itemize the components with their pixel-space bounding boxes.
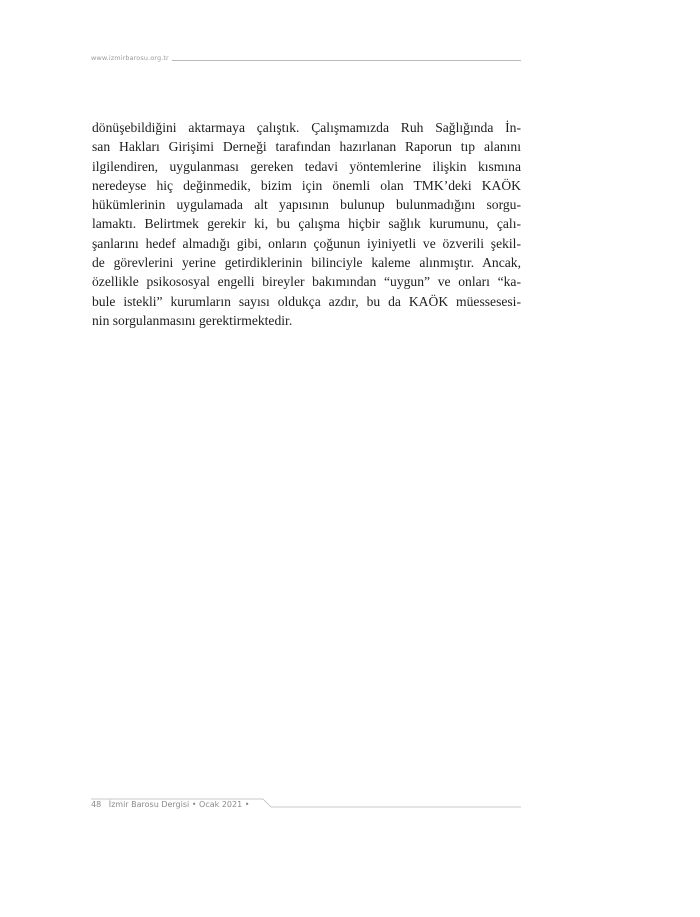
header-url: www.izmirbarosu.org.tr <box>91 54 172 62</box>
paragraph-line: neredeyse hiç değinmedik, bizim için önemli olan TMK’deki KAÖK <box>92 177 521 193</box>
page-header <box>91 54 521 66</box>
footer-text <box>91 800 249 809</box>
paragraph-line: lamaktı. Belirtmek gerekir ki, bu çalışma hiçbir sağlık kurumunu, çalı- <box>92 216 521 232</box>
paragraph-line: hükümlerinin uygulamada alt yapısının bulunup bulunmadığını sorgu- <box>92 197 521 213</box>
footer-page-number: 48 <box>91 800 102 809</box>
body-paragraph <box>92 118 521 330</box>
paragraph-line: şanlarını hedef almadığı gibi, onların çoğunun iyiniyetli ve özverili şekil- <box>92 235 521 251</box>
footer-journal-title: İzmir Barosu Dergisi • Ocak 2021 • <box>108 800 250 809</box>
paragraph-line: bule istekli” kurumların sayısı oldukça azdır, bu da KAÖK müessesesi- <box>92 293 521 309</box>
page-footer <box>91 798 521 812</box>
paragraph-line: nin sorgulanmasını gerektirmektedir. <box>92 312 293 328</box>
paragraph-line: san Hakları Girişimi Derneği tarafından hazırlanan Raporun tıp alanını <box>92 139 521 155</box>
paragraph-line: özellikle psikososyal engelli bireyler bakımından “uygun” ve onları “ka- <box>92 274 521 290</box>
paragraph-line: de görevlerini yerine getirdiklerinin bilinciyle kaleme alınmıştır. Ancak, <box>92 255 521 271</box>
paragraph-line: ilgilendiren, uygulanması gereken tedavi yöntemlerine ilişkin kısmına <box>92 158 521 174</box>
paragraph-line: dönüşebildiğini aktarmaya çalıştık. Çalışmamızda Ruh Sağlığında İn- <box>92 120 521 135</box>
